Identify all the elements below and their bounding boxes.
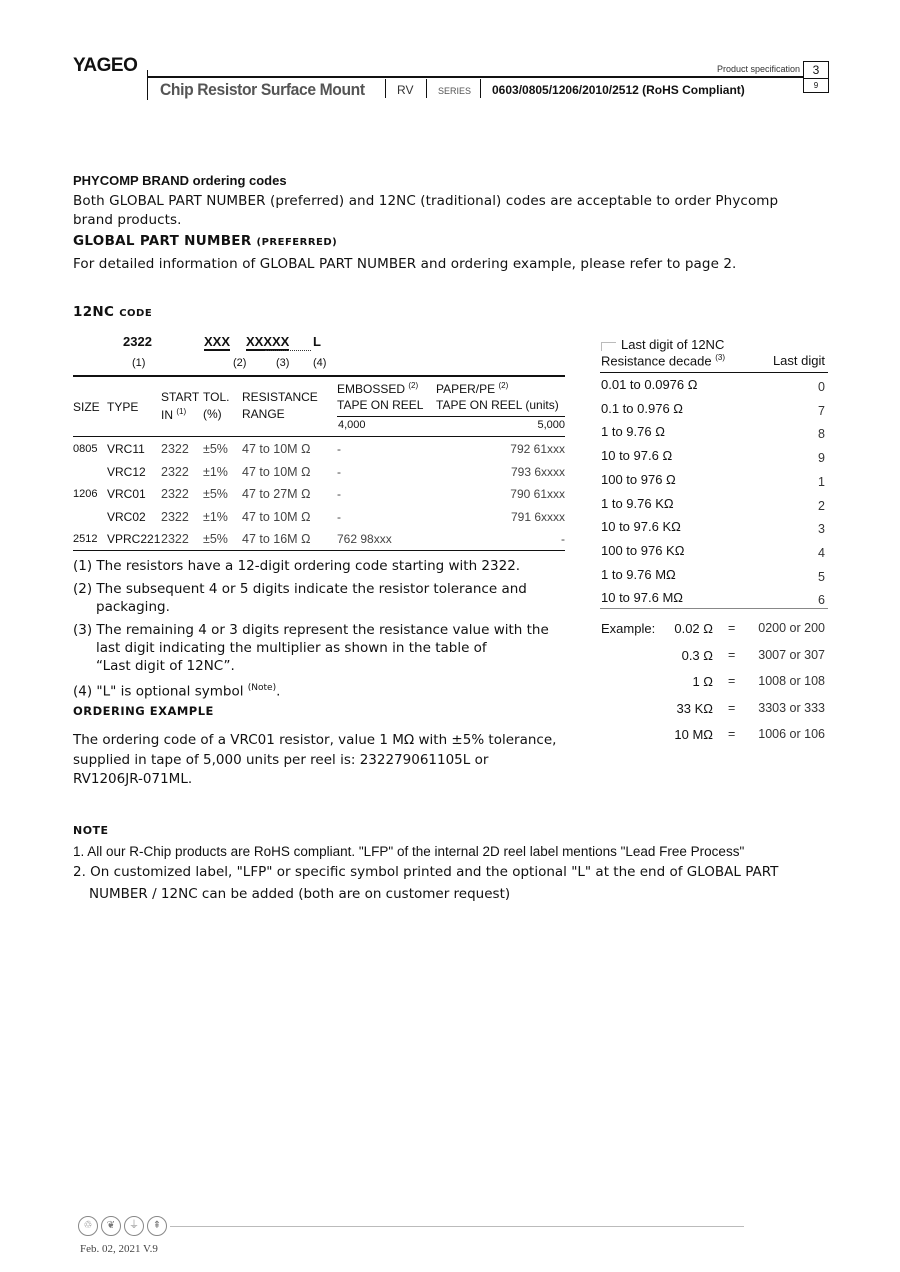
footer-rule [170,1226,744,1227]
tol-cell: ±1% [203,464,228,479]
range-cell: 47 to 16M Ω [242,532,311,546]
recycle-icon: ♲ [78,1216,98,1236]
range-cell: 47 to 10M Ω [242,442,311,456]
note-heading: NOTE [73,824,109,837]
code-dotted-underline [265,350,311,351]
series-code: RV [397,83,414,97]
qty-4000: 4,000 [338,419,366,431]
col-type: TYPE [107,400,139,414]
equals-sign: = [728,674,736,688]
qty-rule [337,416,565,417]
code-prefix: 2322 [123,334,152,349]
footnote-4-end: . [276,683,281,700]
col-tol-unit: (%) [203,407,222,421]
embossed-cell: - [337,487,341,501]
current-page: 3 [804,62,828,79]
start-cell: 2322 [161,532,189,546]
series-label: SERIES [438,86,472,96]
intro-paragraph: Both GLOBAL PART NUMBER (preferred) and 12NC (traditional) codes are acceptable to order Phycomp brand products. [73,193,779,228]
resistance-decade: 100 to 976 KΩ [601,542,685,558]
example-code: 3007 or 307 [758,647,825,662]
col-paper-label: PAPER/PE [436,382,496,396]
footnote-1: (1) The resistors have a 12-digit ordering code starting with 2322. [73,558,521,574]
gpn-heading-small: (PREFERRED) [256,237,338,248]
resistance-decade: 10 to 97.6 KΩ [601,519,681,535]
resistance-decade: 0.01 to 0.0976 Ω [601,377,698,392]
resistance-decade-label: Resistance decade [601,353,712,369]
ordering-example-line1: The ordering code of a VRC01 resistor, value 1 MΩ with ±5% tolerance, [73,732,557,748]
col-tol: TOL. [203,390,230,404]
col-embossed-tape: TAPE ON REEL [337,398,424,412]
example-row [600,674,828,696]
tree-icon: ⇞ [147,1216,167,1236]
footer-date: Feb. 02, 2021 V.9 [80,1243,158,1255]
code-marker-4: (4) [313,357,327,369]
yageo-logo: YAGEO [73,55,138,76]
last-digit-value: 4 [818,545,825,560]
document-title: Chip Resistor Surface Mount [160,80,365,99]
last-digit-value: 7 [818,403,825,418]
range-cell: 47 to 10M Ω [242,509,311,524]
ordering-example-line2: supplied in tape of 5,000 units per reel is: 232279061105L or [73,752,489,768]
type-cell: VRC02 [107,509,146,524]
header-bottom-rule [73,436,565,437]
example-value: 1 Ω [692,674,713,689]
tol-cell: ±5% [203,442,228,456]
footnote-3: (3) The remaining 4 or 3 digits represent the resistance value with the [73,622,549,638]
nc-heading-text: 12NC [73,304,115,320]
start-cell: 2322 [161,464,189,479]
footnote-3-cont: last digit indicating the multiplier as shown in the table of [96,640,487,656]
equals-sign: = [728,621,736,635]
total-pages: 9 [813,81,819,90]
col-paper-sup: (2) [498,381,509,390]
last-digit-value: 3 [818,522,825,537]
example-row [600,648,828,670]
ordering-example-heading: ORDERING EXAMPLE [73,704,214,718]
embossed-cell: - [337,464,341,479]
embossed-cell: - [337,509,341,524]
resistance-decade: 1 to 9.76 KΩ [601,495,674,511]
paper-cell: 791 6xxxx [510,509,565,524]
example-value: 0.3 Ω [681,647,713,663]
last-digit-value: 1 [818,474,825,489]
size-list: 0603/0805/1206/2010/2512 (RoHS Compliant) [492,83,745,97]
size-cell: 1206 [73,488,98,500]
tol-cell: ±5% [203,487,228,501]
table-row [73,463,565,485]
embossed-cell: 762 98xxx [337,532,392,546]
paper-cell: 790 61xxx [510,487,565,501]
last-digit-value: 0 [818,380,825,394]
code-xxx: XXX [204,334,231,349]
resistance-decade-header [601,353,725,368]
last-digit-header: Last digit [772,353,825,368]
equals-sign: = [728,700,736,715]
example-row [600,727,828,749]
col-paper [436,381,508,396]
resistance-decade-sup: (3) [715,353,725,362]
footnote-3-cont2: “Last digit of 12NC”. [96,658,235,674]
last-digit-row [600,518,828,540]
leaf-icon: ❦ [101,1216,121,1236]
equals-sign: = [728,647,736,662]
col-size: SIZE [73,400,100,414]
example-row [600,621,828,643]
resistance-decade: 1 to 9.76 MΩ [601,566,676,582]
col-paper-tape: TAPE ON REEL (units) [436,398,559,412]
embossed-cell: - [337,442,341,456]
footnote-2-cont: packaging. [96,599,170,615]
example-row [600,701,828,723]
example-value: 0.02 Ω [674,621,713,636]
paper-cell: 792 61xxx [510,442,565,456]
header-divider-tick [147,70,148,100]
code-marker-3: (3) [276,357,290,369]
last-digit-value: 5 [818,569,825,584]
size-cell: 2512 [73,533,98,545]
start-cell: 2322 [161,442,189,456]
last-digit-title: Last digit of 12NC [621,337,725,352]
example-code: 0200 or 200 [758,621,825,635]
tol-cell: ±5% [203,532,228,546]
start-cell: 2322 [161,487,189,501]
last-digit-value: 6 [818,593,825,608]
last-digit-value: 9 [818,451,825,466]
col-start-in [161,407,186,422]
note-2-cont: NUMBER / 12NC can be added (both are on customer request) [89,886,511,902]
last-digit-row [600,542,828,564]
col-embossed-label: EMBOSSED [337,382,406,396]
note-2: 2. On customized label, "LFP" or specific symbol printed and the optional "L" at the end of GLOBAL PART [73,864,779,880]
table-top-rule [73,375,565,377]
resistance-decade: 0.1 to 0.976 Ω [601,400,683,416]
tol-cell: ±1% [203,509,228,524]
resistance-decade: 1 to 9.76 Ω [601,424,665,440]
start-cell: 2322 [161,509,189,524]
range-cell: 47 to 27M Ω [242,487,311,501]
last-digit-value: 8 [818,427,825,442]
resistance-decade: 10 to 97.6 Ω [601,448,673,464]
nc-heading [73,304,152,320]
col-in-sup: (1) [176,407,187,416]
last-digit-row [600,423,828,445]
example-code: 1008 or 108 [758,674,825,688]
last-digit-row [600,566,828,588]
gpn-heading [73,233,337,249]
col-start: START [161,390,200,404]
page-number-box [803,61,829,93]
table-row [73,508,565,530]
last-digit-row [600,400,828,422]
example-code: 1006 or 106 [758,727,825,741]
footnote-4-text: (4) "L" is optional symbol [73,683,244,700]
last-digit-row [600,447,828,469]
table-row [73,440,565,462]
col-embossed [337,381,418,396]
gpn-paragraph: For detailed information of GLOBAL PART NUMBER and ordering example, please refer to page 2. [73,256,737,272]
gpn-heading-text: GLOBAL PART NUMBER [73,233,252,249]
type-cell: VRC12 [107,464,146,479]
equals-sign: = [728,727,736,741]
last-digit-bottom-rule [600,608,828,609]
code-marker-2: (2) [233,357,247,369]
nc-heading-small: CODE [119,308,153,319]
table-bottom-rule [73,550,565,551]
resistance-decade: 100 to 976 Ω [601,471,676,487]
last-digit-top-rule [600,372,828,373]
ordering-example-line3: RV1206JR-071ML. [73,771,193,787]
col-in-label: IN [161,408,173,422]
ordering-table-header [73,380,565,440]
header-separator [385,79,386,98]
type-cell: VRC01 [107,487,146,501]
last-digit-row [600,376,828,398]
col-range: RANGE [242,407,285,421]
code-xxxxx: XXXXX [246,334,290,349]
range-cell: 47 to 10M Ω [242,464,311,479]
header-separator [480,79,481,98]
footnote-4 [73,679,280,702]
table-corner-mark [601,342,616,351]
phycomp-heading: PHYCOMP BRAND ordering codes [73,173,287,188]
last-digit-row [600,495,828,517]
header-rule [147,76,803,78]
last-digit-row [600,471,828,493]
example-value: 33 KΩ [676,700,713,716]
example-value: 10 MΩ [674,727,713,742]
qty-5000: 5,000 [537,419,565,431]
type-cell: VPRC221 [107,532,161,546]
header-separator [426,79,427,98]
footnote-2: (2) The subsequent 4 or 5 digits indicate the resistor tolerance and [73,581,527,597]
paper-cell: 793 6xxxx [510,464,565,479]
example-code: 3303 or 333 [758,700,825,715]
col-resistance: RESISTANCE [242,390,318,404]
col-embossed-sup: (2) [408,381,419,390]
code-l: L [313,334,321,349]
footnote-4-sup: (Note) [247,683,277,693]
table-row [73,530,565,552]
last-digit-value: 2 [818,498,825,513]
paper-cell: - [561,532,565,546]
product-spec-label: Product specification [716,64,800,74]
code-marker-1: (1) [132,357,146,369]
resistance-decade: 10 to 97.6 MΩ [601,590,683,606]
ground-icon: ⏚ [124,1216,144,1236]
type-cell: VRC11 [107,442,145,456]
size-cell: 0805 [73,443,98,455]
note-1: 1. All our R-Chip products are RoHS compliant. "LFP" of the internal 2D reel label mentions "Lead Free Process" [73,844,745,859]
example-label: Example: [601,621,656,636]
table-row [73,485,565,507]
